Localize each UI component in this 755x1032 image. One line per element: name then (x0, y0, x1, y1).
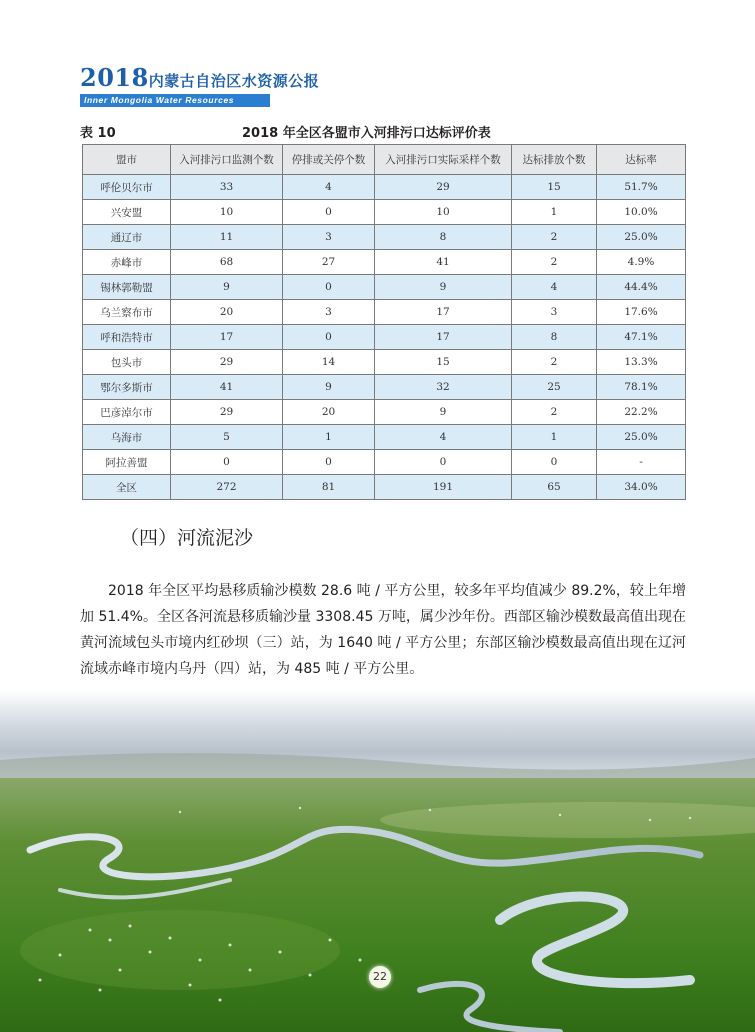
value-cell: 13.3% (597, 350, 686, 375)
bulletin-year: 2018 (80, 63, 149, 92)
value-cell: 15 (375, 350, 512, 375)
value-cell: 25.0% (597, 225, 686, 250)
value-cell: 20 (283, 400, 375, 425)
value-cell: 22.2% (597, 400, 686, 425)
table-row (83, 350, 686, 375)
value-cell: 0 (283, 450, 375, 475)
bulletin-subtitle: Inner Mongolia Water Resources Bulletin (80, 94, 270, 107)
discharge-table (82, 144, 686, 500)
table-row (83, 200, 686, 225)
value-cell: 9 (375, 400, 512, 425)
value-cell: 0 (283, 275, 375, 300)
region-cell: 包头市 (83, 350, 171, 375)
value-cell: 1 (512, 425, 597, 450)
column-header: 达标排放个数 (512, 145, 597, 175)
value-cell: 33 (171, 175, 283, 200)
value-cell: 272 (171, 475, 283, 500)
region-cell: 呼和浩特市 (83, 325, 171, 350)
value-cell: 10 (171, 200, 283, 225)
column-header: 达标率 (597, 145, 686, 175)
table-label: 表 10 (80, 126, 116, 141)
value-cell: 65 (512, 475, 597, 500)
value-cell: 0 (171, 450, 283, 475)
table-body (83, 175, 686, 500)
value-cell: 3 (283, 300, 375, 325)
value-cell: 51.7% (597, 175, 686, 200)
value-cell: 32 (375, 375, 512, 400)
section-paragraph: 2018 年全区平均悬移质输沙模数 28.6 吨 / 平方公里，较多年平均值减少 89.2%，较上年增加 51.4%。全区各河流悬移质输沙量 3308.45 万吨，属少沙年份。西部区输沙模数最高值出现在黄河流域包头市境内红砂坝（三）站，为 1640 吨 / 平方公里；东部区输沙模数最高值出现在辽河流域赤峰市境内乌丹（四）站，为 485 吨 / 平方公里。 (80, 583, 686, 677)
value-cell: 1 (283, 425, 375, 450)
table-title: 2018 年全区各盟市入河排污口达标评价表 (242, 126, 491, 141)
table-row (83, 175, 686, 200)
value-cell: 78.1% (597, 375, 686, 400)
value-cell: 10.0% (597, 200, 686, 225)
table-row (83, 425, 686, 450)
region-cell: 赤峰市 (83, 250, 171, 275)
value-cell: 14 (283, 350, 375, 375)
value-cell: 3 (512, 300, 597, 325)
value-cell: 11 (171, 225, 283, 250)
table-row (83, 250, 686, 275)
table-row (83, 375, 686, 400)
value-cell: 25.0% (597, 425, 686, 450)
value-cell: 9 (171, 275, 283, 300)
region-cell: 乌海市 (83, 425, 171, 450)
value-cell: 17 (375, 325, 512, 350)
value-cell: 29 (171, 400, 283, 425)
value-cell: 15 (512, 175, 597, 200)
value-cell: 20 (171, 300, 283, 325)
bulletin-title (80, 63, 320, 93)
value-cell: 17 (171, 325, 283, 350)
table-row (83, 450, 686, 475)
value-cell: 9 (375, 275, 512, 300)
value-cell: 0 (512, 450, 597, 475)
column-header: 盟市 (83, 145, 171, 175)
value-cell: 4 (512, 275, 597, 300)
column-header: 入河排污口实际采样个数 (375, 145, 512, 175)
value-cell: 2 (512, 400, 597, 425)
region-cell: 全区 (83, 475, 171, 500)
value-cell: 4 (375, 425, 512, 450)
bulletin-header (80, 63, 320, 118)
column-header: 入河排污口监测个数 (171, 145, 283, 175)
region-cell: 兴安盟 (83, 200, 171, 225)
table-header-row (83, 145, 686, 175)
table-row (83, 475, 686, 500)
table-row (83, 400, 686, 425)
value-cell: 3 (283, 225, 375, 250)
page-number: 22 (369, 966, 391, 988)
value-cell: 68 (171, 250, 283, 275)
value-cell: 2 (512, 350, 597, 375)
value-cell: 1 (512, 200, 597, 225)
value-cell: 17 (375, 300, 512, 325)
table-row (83, 325, 686, 350)
table-row (83, 225, 686, 250)
value-cell: 0 (283, 325, 375, 350)
region-cell: 鄂尔多斯市 (83, 375, 171, 400)
value-cell: 29 (375, 175, 512, 200)
value-cell: 17.6% (597, 300, 686, 325)
value-cell: - (597, 450, 686, 475)
bulletin-name: 内蒙古自治区水资源公报 (148, 72, 320, 90)
value-cell: 41 (375, 250, 512, 275)
value-cell: 4 (283, 175, 375, 200)
value-cell: 29 (171, 350, 283, 375)
value-cell: 4.9% (597, 250, 686, 275)
column-header: 停排或关停个数 (283, 145, 375, 175)
value-cell: 8 (512, 325, 597, 350)
value-cell: 5 (171, 425, 283, 450)
value-cell: 10 (375, 200, 512, 225)
value-cell: 0 (283, 200, 375, 225)
value-cell: 44.4% (597, 275, 686, 300)
value-cell: 25 (512, 375, 597, 400)
value-cell: 9 (283, 375, 375, 400)
value-cell: 191 (375, 475, 512, 500)
value-cell: 2 (512, 225, 597, 250)
value-cell: 2 (512, 250, 597, 275)
region-cell: 乌兰察布市 (83, 300, 171, 325)
value-cell: 27 (283, 250, 375, 275)
value-cell: 81 (283, 475, 375, 500)
region-cell: 呼伦贝尔市 (83, 175, 171, 200)
table-row (83, 275, 686, 300)
value-cell: 47.1% (597, 325, 686, 350)
region-cell: 巴彦淖尔市 (83, 400, 171, 425)
value-cell: 34.0% (597, 475, 686, 500)
region-cell: 阿拉善盟 (83, 450, 171, 475)
section-heading: （四）河流泥沙 (120, 527, 254, 549)
value-cell: 8 (375, 225, 512, 250)
table-row (83, 300, 686, 325)
table-caption (80, 122, 685, 140)
region-cell: 通辽市 (83, 225, 171, 250)
region-cell: 锡林郭勒盟 (83, 275, 171, 300)
value-cell: 0 (375, 450, 512, 475)
value-cell: 41 (171, 375, 283, 400)
